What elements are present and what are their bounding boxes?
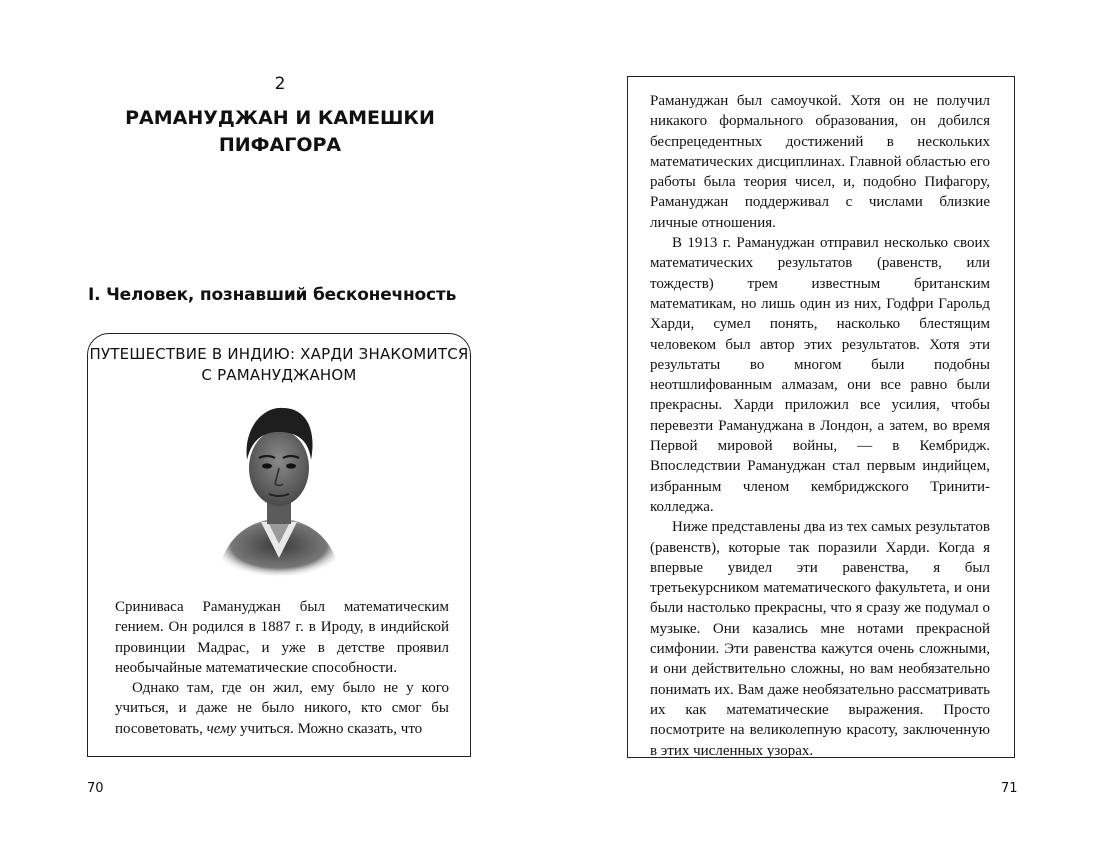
portrait-photo	[209, 398, 349, 578]
sidebar-text-run: учиться. Можно сказать, что	[236, 720, 423, 737]
text-box	[627, 76, 1015, 758]
sidebar-text-run: Однако там, где он жил, ему было не у кого учиться, и даже не было никого, кто смог бы посоветовать,	[115, 680, 449, 737]
sidebar-paragraph	[115, 678, 449, 739]
sidebar-title: ПУТЕШЕСТВИЕ В ИНДИЮ: ХАРДИ ЗНАКОМИТСЯ С РАМАНУДЖАНОМ	[89, 345, 469, 384]
main-text	[650, 91, 990, 761]
body-paragraph: В 1913 г. Рамануджан отправил несколько своих математических результатов (равенств, или тождеств) трем известным британским математикам, но лишь один из них, Годфри Гарольд Харди, сумел понять, насколько блестящим человеком был автор этих результатов. Хотя эти результаты во многом были подобны неотшлифованным алмазам, они все равно были прекрасны. Харди приложил все усилия, чтобы перевезти Рамануджана в Лондон, а затем, во время Первой мировой войны, — в Кембридж. Впоследствии Рамануджан стал первым индийцем, избранным членом кембриджского Тринити-колледжа.	[650, 235, 990, 515]
right-page	[550, 0, 1100, 861]
emphasized-word: чему	[206, 720, 237, 737]
section-heading: I. Человек, познавший бесконечность	[88, 285, 457, 305]
sidebar-text	[115, 597, 449, 739]
sidebar-paragraph: Сриниваса Рамануджан был математическим гением. Он родился в 1887 г. в Ироду, в индийской провинции Мадрас, и уже в детстве проявил необычайные математические способности.	[115, 599, 449, 676]
page-number: 71	[1001, 781, 1018, 796]
page-number: 70	[87, 781, 104, 796]
chapter-title: РАМАНУДЖАН И КАМЕШКИ ПИФАГОРА	[125, 107, 435, 156]
sidebar-box	[87, 333, 471, 757]
chapter-number: 2	[274, 74, 286, 94]
body-paragraph: Рамануджан был самоучкой. Хотя он не получил никакого формального образования, он добился беспрецедентных достижений в нескольких математических дисциплинах. Главной областью его работы была теория чисел, и, подобно Пифагору, Рамануджан поддерживал с числами близкие личные отношения.	[650, 93, 990, 231]
body-paragraph: Ниже представлены два из тех самых результатов (равенств), которые так поразили Харди. Когда я впервые увидел эти равенства, я был третьекурсником математического факультета, и они были настолько прекрасны, что я сразу же подумал о музыке. Они казались мне нотами прекрасной симфонии. Эти равенства кажутся очень сложными, и они действительно сложны, но вам необязательно понимать их. Вам даже необязательно рассматривать их как математические выражения. Просто посмотрите на великолепную красоту, заключенную в этих численных узорах.	[650, 519, 990, 759]
